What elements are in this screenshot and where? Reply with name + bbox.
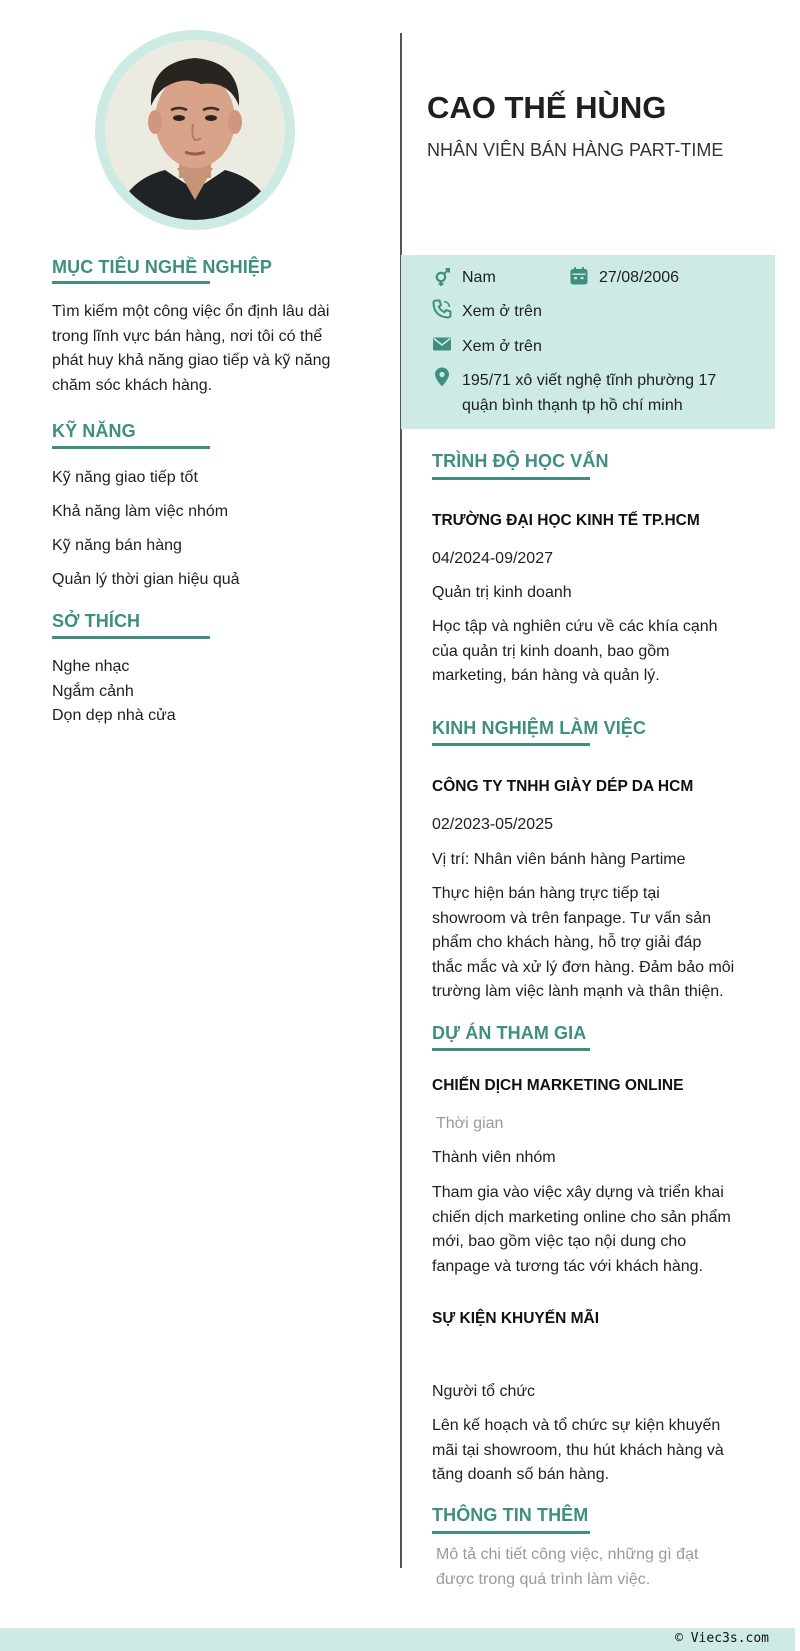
objective-text: [52, 300, 362, 398]
phone-value: Xem ở trên: [462, 303, 542, 320]
email-value: Xem ở trên: [462, 338, 542, 355]
project-description: [432, 1414, 777, 1488]
gender-icon: [432, 267, 452, 287]
skill-item: Kỹ năng giao tiếp tốt: [52, 469, 198, 486]
education-period: 04/2024-09/2027: [432, 550, 553, 567]
experience-desc-line: thắc mắc và xử lý đơn hàng. Đảm bảo môi: [432, 958, 735, 976]
objective-title: MỤC TIÊU NGHỀ NGHIỆP: [52, 257, 273, 277]
project-desc-line: tăng doanh số bán hàng.: [432, 1466, 610, 1483]
project-name: SỰ KIỆN KHUYẾN MÃI: [432, 1310, 600, 1327]
additional-underline: [432, 1531, 590, 1534]
gender-value: Nam: [462, 269, 496, 286]
project-desc-line: mãi tại showroom, thu hút khách hàng và: [432, 1441, 724, 1459]
skills-underline: [52, 446, 210, 449]
experience-position: Vị trí: Nhân viên bánh hàng Partime: [432, 851, 686, 868]
education-desc-line: của quản trị kinh doanh, bao gồm: [432, 642, 670, 660]
project-desc-line: Lên kế hoạch và tổ chức sự kiện khuyến: [432, 1417, 721, 1434]
hobby-item: Ngắm cảnh: [52, 683, 134, 700]
project-time: Thời gian: [436, 1115, 504, 1132]
footer-credit: © Viec3s.com: [675, 1631, 769, 1646]
skill-item: Quản lý thời gian hiệu quả: [52, 571, 240, 588]
projects-title: DỰ ÁN THAM GIA: [432, 1023, 587, 1043]
job-title: NHÂN VIÊN BÁN HÀNG PART-TIME: [427, 140, 724, 160]
project-desc-line: fanpage và tương tác với khách hàng.: [432, 1257, 703, 1275]
candidate-name: CAO THẾ HÙNG: [427, 90, 667, 125]
portrait-photo-icon: [105, 40, 285, 220]
education-desc-line: Học tập và nghiên cứu về các khía cạnh: [432, 618, 718, 635]
additional-line: được trong quá trình làm việc.: [436, 1570, 651, 1588]
objective-line: chăm sóc khách hàng.: [52, 376, 213, 394]
objective-underline: [52, 281, 210, 284]
birthdate-value: 27/08/2006: [599, 269, 680, 286]
footer-bar: [0, 1628, 795, 1651]
education-title: TRÌNH ĐỘ HỌC VẤN: [432, 451, 609, 471]
experience-description: [432, 882, 772, 1005]
project-description: [432, 1181, 777, 1279]
project-desc-line: chiến dịch marketing online cho sản phẩm: [432, 1208, 731, 1226]
experience-period: 02/2023-05/2025: [432, 816, 553, 833]
company-name: CÔNG TY TNHH GIÀY DÉP DA HCM: [432, 778, 694, 795]
project-role: Người tổ chức: [432, 1383, 536, 1400]
hobby-item: Nghe nhạc: [52, 658, 130, 675]
projects-underline: [432, 1048, 590, 1051]
address-line: quận bình thạnh tp hồ chí minh: [462, 397, 683, 414]
email-icon: [432, 334, 452, 354]
education-major: Quản trị kinh doanh: [432, 584, 572, 601]
location-pin-icon: [432, 367, 452, 387]
hobbies-underline: [52, 636, 210, 639]
skill-item: Khả năng làm việc nhóm: [52, 503, 229, 520]
education-underline: [432, 477, 590, 480]
additional-text: [436, 1543, 776, 1592]
project-desc-line: Tham gia vào việc xây dựng và triển khai: [432, 1184, 724, 1201]
avatar: [105, 40, 285, 220]
project-role: Thành viên nhóm: [432, 1149, 556, 1166]
skills-title: KỸ NĂNG: [52, 421, 136, 441]
phone-icon: [432, 299, 452, 319]
project-name: CHIẾN DỊCH MARKETING ONLINE: [432, 1077, 684, 1094]
hobby-item: Dọn dẹp nhà cửa: [52, 707, 176, 724]
experience-desc-line: Thực hiện bán hàng trực tiếp tại: [432, 885, 660, 902]
objective-line: phát huy khả năng giao tiếp và kỹ năng: [52, 352, 331, 369]
hobbies-title: SỞ THÍCH: [52, 611, 141, 631]
experience-underline: [432, 743, 590, 746]
school-name: TRƯỜNG ĐẠI HỌC KINH TẾ TP.HCM: [432, 512, 700, 529]
address-value: [462, 368, 716, 418]
additional-line: Mô tả chi tiết công việc, những gì đạt: [436, 1546, 699, 1563]
education-desc-line: marketing, bán hàng và quản lý.: [432, 667, 660, 684]
experience-desc-line: phẩm cho khách hàng, hỗ trợ giải đáp: [432, 934, 702, 951]
objective-line: Tìm kiếm một công việc ổn định lâu dài: [52, 303, 330, 320]
experience-desc-line: showroom và trên fanpage. Tư vấn sản: [432, 909, 712, 927]
experience-title: KINH NGHIỆM LÀM VIỆC: [432, 718, 647, 738]
additional-title: THÔNG TIN THÊM: [432, 1505, 589, 1525]
address-line: 195/71 xô viết nghệ tĩnh phường 17: [462, 372, 717, 389]
skill-item: Kỹ năng bán hàng: [52, 537, 182, 554]
project-desc-line: mới, bao gồm việc tạo nội dung cho: [432, 1233, 687, 1250]
objective-line: trong lĩnh vực bán hàng, nơi tôi có thể: [52, 327, 323, 345]
calendar-icon: [569, 266, 589, 286]
experience-desc-line: trường làm việc lành mạnh và thân thiện.: [432, 983, 724, 1000]
education-description: [432, 615, 762, 689]
